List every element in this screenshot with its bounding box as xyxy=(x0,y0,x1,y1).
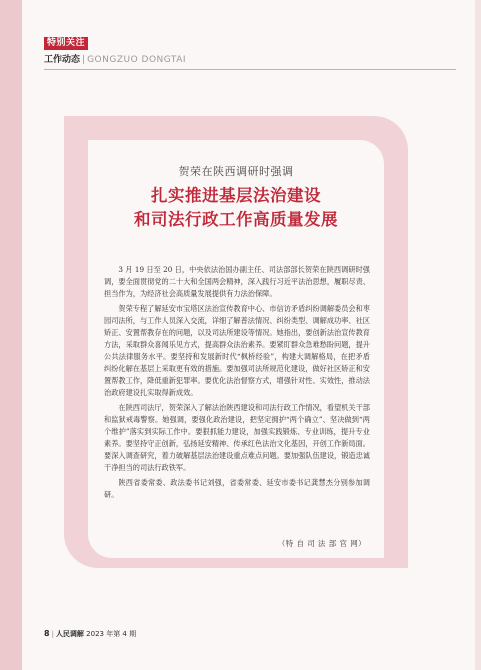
article-paragraph: 陕西省委常委、政法委书记刘强，省委常委、延安市委书记龚慧杰分别参加调研。 xyxy=(104,478,370,499)
article-paragraph: 贺荣专程了解延安市宝塔区法治宣传教育中心、市信访矛盾纠纷调解委员会和枣园司法所，与工作人员深入交流，详细了解普法情况、纠纷类型、调解成功率、社区矫正、安置帮教存在的问题，以及司法所建设等情况。她指出，要创新法治宣传教育方法，采取群众喜闻乐见方式，提高群众法治素养。要紧盯群众急难愁盼问题，提升公共法律服务水平。要坚持和发展新时代“枫桥经验”，构建大调解格局，在把矛盾纠纷化解在基层上采取更有效的措施。要加强司法所规范化建设，做好社区矫正和安置帮教工作，降低重新犯罪率。要优化法治督察方式，增强针对性、实效性，推动法治政府建设扎实取得新成效。 xyxy=(104,304,370,397)
article-body xyxy=(104,264,370,504)
column-header xyxy=(44,54,186,67)
footer-separator: | xyxy=(51,630,54,638)
publication-name: 人民调解 xyxy=(55,630,84,638)
section-tag: 特别关注 xyxy=(44,37,88,50)
page-footer xyxy=(44,628,136,640)
page-number: 8 xyxy=(44,629,50,638)
issue-label: 2023 年第 4 期 xyxy=(86,630,137,638)
article-title-line-2: 和司法行政工作高质量发展 xyxy=(134,210,338,229)
article-paragraph: 3 月 19 日至 20 日，中央依法治国办副主任、司法部部长贺荣在陕西调研时强调，要全面贯彻党的二十大和全国两会精神，深入践行习近平法治思想，履职尽责、担当作为，为经济社会高质量发展提供有力法治保障。 xyxy=(104,265,370,298)
left-margin-bar xyxy=(0,0,22,670)
article-panel xyxy=(88,140,384,558)
article-subtitle: 贺荣在陕西调研时强调 xyxy=(178,165,294,178)
header-rule xyxy=(44,69,456,70)
right-margin-strip xyxy=(475,0,481,670)
column-pinyin: GONGZUO DONGTAI xyxy=(87,55,187,65)
article-title-line-1: 扎实推进基层法治建设 xyxy=(151,186,321,205)
article-paragraph: 在陕西司法厅，贺荣深入了解法治陕西建设和司法行政工作情况，看望机关干部和监狱戒毒警察。她强调，要强化政治建设，把坚定拥护“两个确立”、坚决做到“两个维护”落实到实际工作中。要狠抓能力建设，加强实践锻炼、专业训练，提升专业素养。要坚持守正创新，弘扬延安精神、传承红色法治文化基因，开创工作新局面。要深入调查研究，着力破解基层法治建设重点难点问题。要加强队伍建设，锻造忠诚干净担当的司法行政铁军。 xyxy=(104,403,370,472)
article-source: （特 自 司 法 部 官 网） xyxy=(277,539,366,548)
column-title: 工作动态 xyxy=(44,55,81,65)
column-separator: | xyxy=(82,55,86,65)
